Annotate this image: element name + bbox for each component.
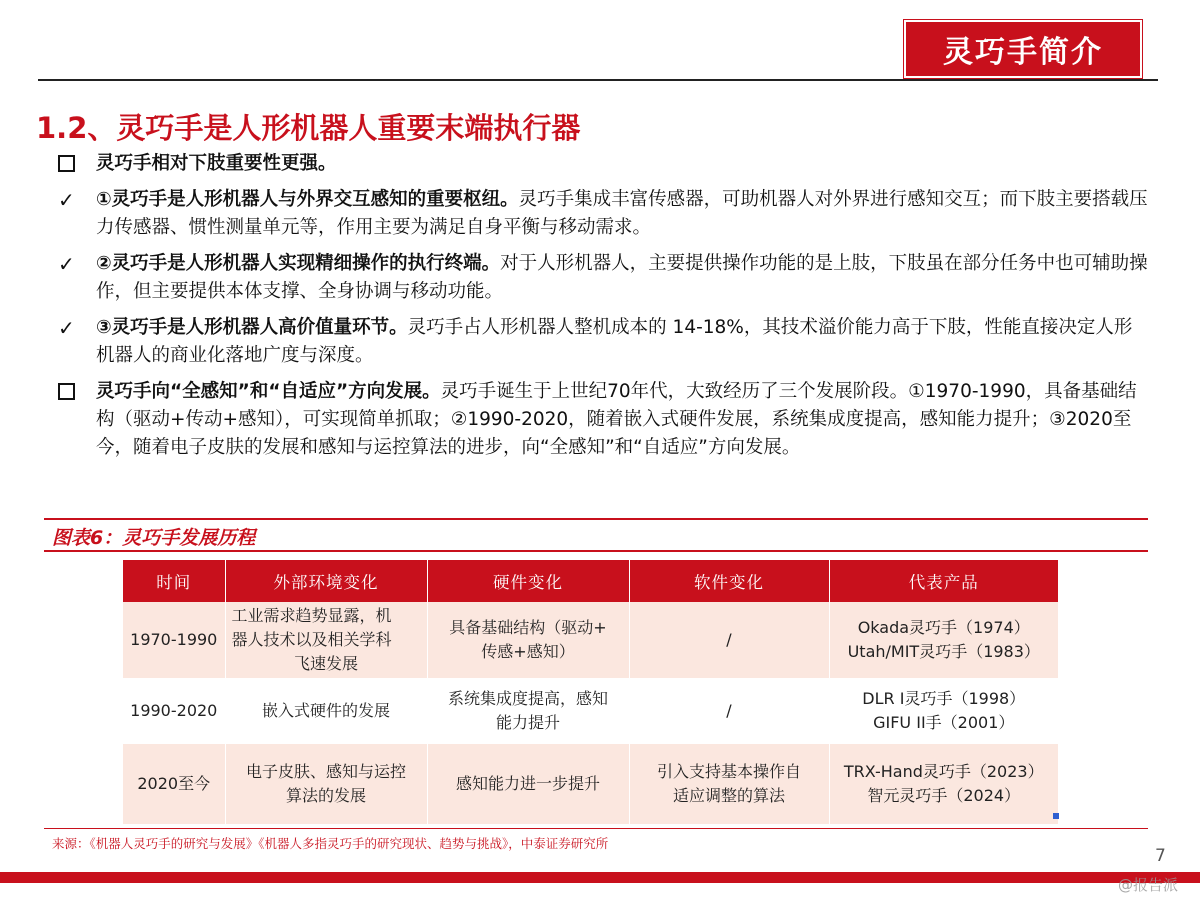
figure-title-bar [44, 518, 1148, 552]
product-cell [829, 744, 1058, 824]
env-cell: 嵌入式硬件的发展 [225, 678, 427, 744]
product-cell [829, 602, 1058, 678]
source-divider [44, 828, 1148, 829]
page-number: 7 [1155, 846, 1166, 866]
column-header: 时间 [123, 560, 225, 602]
bullet-text: 对于人形机器人，主要提供操作功能的是上肢，下肢虽在部分任务中也可辅助操作，但主要提供本体支撑、全身协调与移动功能。 [96, 253, 1148, 302]
footer-bar [0, 872, 1200, 883]
bullet-text: 灵巧手集成丰富传感器，可助机器人对外界进行感知交互；而下肢主要搭载压力传感器、惯性测量单元等，作用主要为满足自身平衡与移动需求。 [96, 189, 1148, 238]
column-header: 代表产品 [829, 560, 1058, 602]
check-icon: ✓ [58, 188, 75, 212]
software-cell: / [629, 678, 829, 744]
watermark: @报告派 [1118, 876, 1179, 894]
bullet-item-2 [58, 186, 1148, 242]
cell-line: 算法的发展 [285, 786, 366, 805]
hardware-cell [427, 678, 629, 744]
cell-line: 飞速发展 [293, 654, 358, 673]
time-cell: 1970-1990 [123, 602, 225, 678]
time-cell: 1990-2020 [123, 678, 225, 744]
cell-line: GIFU II手（2001） [873, 713, 1015, 732]
column-header: 软件变化 [629, 560, 829, 602]
cell-line: 电子皮肤、感知与运控 [245, 762, 406, 781]
cell-line: 具备基础结构（驱动+ [449, 618, 607, 637]
column-header: 硬件变化 [427, 560, 629, 602]
hardware-cell: 感知能力进一步提升 [427, 744, 629, 824]
cell-line: 能力提升 [495, 713, 560, 732]
time-cell: 2020至今 [123, 744, 225, 824]
bullet-item-4 [58, 314, 1148, 370]
cell-line: TRX-Hand灵巧手（2023） [843, 762, 1044, 781]
software-cell: / [629, 602, 829, 678]
bullet-list [58, 150, 1148, 470]
bullet-text: 灵巧手诞生于上世纪70年代，大致经历了三个发展阶段。①1970-1990，具备基础结构（驱动+传动+感知），可实现简单抓取；②1990-2020，随着嵌入式硬件发展，系统集成度提高，感知能力提升；③2020至今，随着电子皮肤的发展和感知与运控算法的进步，向“全感知”和“自适应”方向发展。 [96, 381, 1137, 458]
cell-line: DLR I灵巧手（1998） [862, 689, 1026, 708]
bullet-lead: ②灵巧手是人形机器人实现精细操作的执行终端。 [96, 253, 501, 274]
square-bullet-icon [58, 150, 88, 181]
env-cell [225, 744, 427, 824]
cell-line: 适应调整的算法 [672, 786, 785, 805]
bullet-item-5 [58, 378, 1148, 462]
software-cell [629, 744, 829, 824]
bullet-text: 灵巧手占人形机器人整机成本的 14-18%，其技术溢价能力高于下肢，性能直接决定人形机器人的商业化落地广度与深度。 [96, 317, 1133, 366]
cell-line: 智元灵巧手（2024） [867, 786, 1021, 805]
bullet-item-3 [58, 250, 1148, 306]
table-row [123, 744, 1058, 824]
square-bullet-icon [58, 378, 88, 409]
check-icon: ✓ [58, 252, 75, 276]
resize-handle-marker [1053, 813, 1059, 819]
cell-line: 器人技术以及相关学科 [231, 630, 392, 649]
bullet-lead: ③灵巧手是人形机器人高价值量环节。 [96, 317, 408, 338]
table-row [123, 602, 1058, 678]
table-header-row [123, 560, 1058, 602]
cell-line: 系统集成度提高，感知 [447, 689, 608, 708]
bullet-lead: 灵巧手向“全感知”和“自适应”方向发展。 [96, 381, 441, 402]
check-icon: ✓ [58, 316, 75, 340]
hardware-cell [427, 602, 629, 678]
column-header: 外部环境变化 [225, 560, 427, 602]
page-title: 1.2、灵巧手是人形机器人重要末端执行器 [36, 111, 581, 145]
bullet-lead: ①灵巧手是人形机器人与外界交互感知的重要枢纽。 [96, 189, 519, 210]
figure-title: 图表6：灵巧手发展历程 [52, 527, 256, 549]
env-cell [225, 602, 427, 678]
cell-line: 引入支持基本操作自 [656, 762, 801, 781]
header-divider [38, 79, 1158, 81]
table-row [123, 678, 1058, 744]
source-note: 来源：《机器人灵巧手的研究与发展》《机器人多指灵巧手的研究现状、趋势与挑战》，中泰证券研究所 [52, 836, 609, 851]
cell-line: 传感+感知） [481, 642, 575, 661]
cell-line: 工业需求趋势显露，机 [231, 606, 392, 625]
cell-line: Okada灵巧手（1974） [857, 618, 1030, 637]
timeline-table [123, 560, 1058, 824]
bullet-lead: 灵巧手相对下肢重要性更强。 [96, 153, 337, 174]
section-tag: 灵巧手简介 [904, 20, 1142, 78]
product-cell [829, 678, 1058, 744]
cell-line: Utah/MIT灵巧手（1983） [847, 642, 1040, 661]
bullet-item-1 [58, 150, 1148, 178]
